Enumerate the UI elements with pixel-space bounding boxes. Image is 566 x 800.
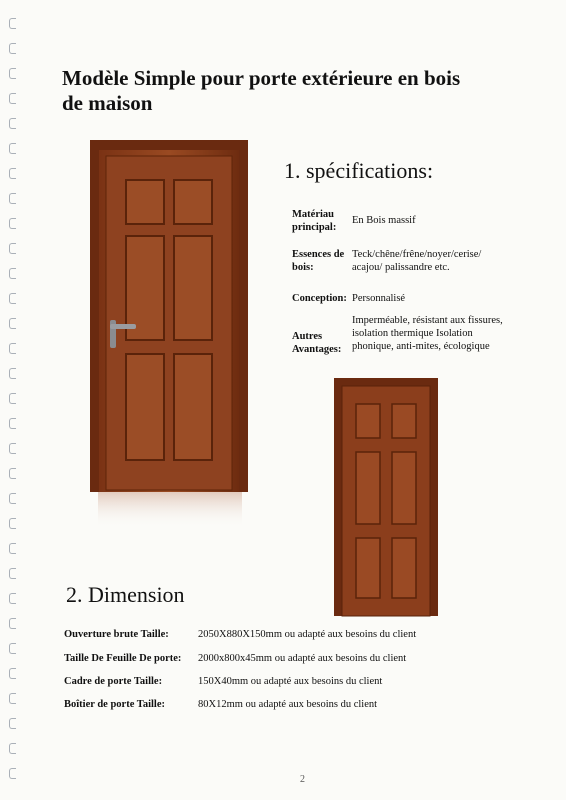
binding-margin	[0, 0, 20, 800]
dimension-label: Ouverture brute Taille:	[64, 629, 169, 640]
dimension-row	[64, 628, 416, 641]
spec-row-design	[292, 292, 502, 305]
door-image-small	[334, 378, 440, 623]
specifications-heading: 1. spécifications:	[284, 158, 434, 183]
spec-label: Conception:	[292, 293, 347, 304]
spec-label: Essences de bois:	[292, 249, 345, 273]
dimension-label: Cadre de porte Taille:	[64, 676, 163, 687]
dimension-row	[64, 698, 377, 711]
binding-ring	[9, 243, 16, 254]
binding-ring	[9, 68, 16, 79]
spec-label: Matériau principal:	[292, 209, 337, 233]
binding-ring	[9, 343, 16, 354]
binding-ring	[9, 218, 16, 229]
dimension-value: 150X40mm ou adapté aux besoins du client	[198, 676, 383, 687]
binding-ring	[9, 718, 16, 729]
dimension-value: 2000x800x45mm ou adapté aux besoins du client	[198, 653, 407, 664]
binding-ring	[9, 118, 16, 129]
binding-ring	[9, 193, 16, 204]
dimension-value: 80X12mm ou adapté aux besoins du client	[198, 699, 378, 710]
binding-ring	[9, 318, 16, 329]
binding-ring	[9, 768, 16, 779]
dimension-heading: 2. Dimension	[66, 582, 185, 607]
binding-ring	[9, 393, 16, 404]
binding-ring	[9, 293, 16, 304]
spec-label: Autres Avantages:	[292, 331, 342, 355]
binding-ring	[9, 593, 16, 604]
binding-ring	[9, 143, 16, 154]
footer-mark: 2	[300, 774, 305, 785]
binding-ring	[9, 643, 16, 654]
dimension-value: 2050X880X150mm ou adapté aux besoins du client	[198, 629, 417, 640]
binding-ring	[9, 493, 16, 504]
binding-ring	[9, 168, 16, 179]
dimension-label: Taille De Feuille De porte:	[64, 653, 182, 664]
spec-value: Personnalisé	[352, 293, 406, 304]
spec-row-wood-species	[292, 248, 502, 274]
binding-ring	[9, 93, 16, 104]
binding-ring	[9, 418, 16, 429]
binding-ring	[9, 568, 16, 579]
spec-row-other-advantages	[292, 314, 512, 356]
page-title: Modèle Simple pour porte extérieure en bois de maison	[62, 66, 461, 115]
dimension-row	[64, 652, 406, 665]
binding-ring	[9, 368, 16, 379]
spec-value: En Bois massif	[352, 215, 416, 226]
spec-row-material	[292, 208, 502, 234]
door-image-large	[90, 140, 250, 535]
binding-ring	[9, 43, 16, 54]
binding-ring	[9, 618, 16, 629]
spec-value: Imperméable, résistant aux fissures, isolation thermique Isolation phonique, anti-mites, écologique	[352, 315, 503, 352]
binding-ring	[9, 468, 16, 479]
binding-ring	[9, 443, 16, 454]
binding-ring	[9, 743, 16, 754]
spec-value: Teck/chêne/frêne/noyer/cerise/ acajou/ palissandre etc.	[352, 249, 482, 273]
binding-ring	[9, 543, 16, 554]
binding-ring	[9, 268, 16, 279]
binding-ring	[9, 518, 16, 529]
binding-ring	[9, 693, 16, 704]
dimension-row	[64, 675, 382, 688]
dimension-label: Boîtier de porte Taille:	[64, 699, 166, 710]
binding-ring	[9, 668, 16, 679]
binding-ring	[9, 18, 16, 29]
